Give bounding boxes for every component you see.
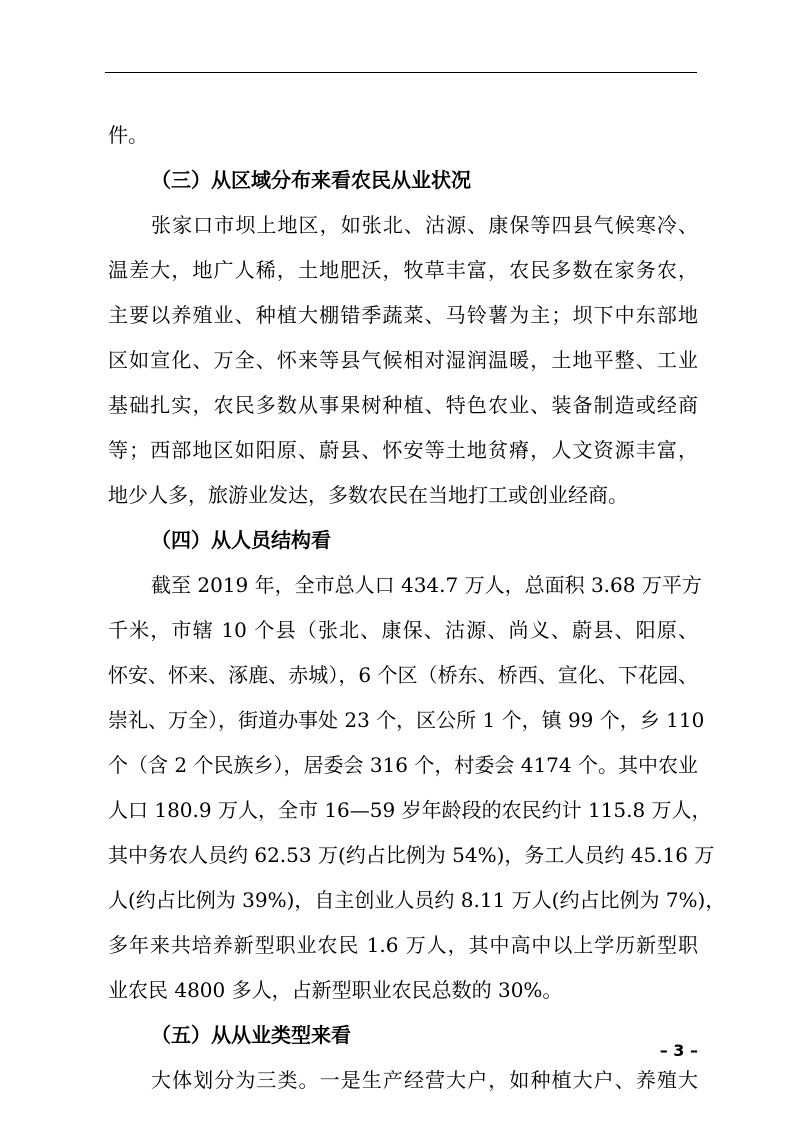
text-line: 截至 2019 年，全市总人口 434.7 万人，总面积 3.68 万平方 xyxy=(151,573,702,597)
text-line: 地少人多，旅游业发达，多数农民在当地打工或创业经商。 xyxy=(108,483,628,507)
text-line: 人口 180.9 万人，全市 16—59 岁年龄段的农民约计 115.8 万人， xyxy=(108,798,712,822)
text-line: 多年来共培养新型职业农民 1.6 万人，其中高中以上学历新型职 xyxy=(108,933,698,957)
text-line: 其中务农人员约 62.53 万(约占比例为 54%)，务工人员约 45.16 万 xyxy=(108,843,715,867)
text-line: 等；西部地区如阳原、蔚县、怀安等土地贫瘠，人文资源丰富， xyxy=(108,438,698,462)
text-line: 千米，市辖 10 个县（张北、康保、沽源、尚义、蔚县、阳原、 xyxy=(108,618,698,642)
text-line: 件。 xyxy=(108,123,148,147)
section-heading-5: （五）从从业类型来看 xyxy=(151,1023,351,1047)
section-heading-4: （四）从人员结构看 xyxy=(151,528,331,552)
text-line: 张家口市坝上地区，如张北、沽源、康保等四县气候寒冷、 xyxy=(151,213,698,237)
text-line: 怀安、怀来、涿鹿、赤城），6 个区（桥东、桥西、宣化、下花园、 xyxy=(108,663,698,687)
text-line: 温差大，地广人稀，土地肥沃，牧草丰富，农民多数在家务农， xyxy=(108,258,698,282)
text-line: 基础扎实，农民多数从事果树种植、特色农业、装备制造或经商 xyxy=(108,393,698,417)
header-rule xyxy=(105,72,697,73)
text-line: 个（含 2 个民族乡），居委会 316 个，村委会 4174 个。其中农业 xyxy=(108,753,698,777)
page-number: – 3 – xyxy=(659,1041,698,1060)
text-line: 业农民 4800 多人，占新型职业农民总数的 30%。 xyxy=(108,978,563,1002)
text-line: 区如宣化、万全、怀来等县气候相对湿润温暖，土地平整、工业 xyxy=(108,348,698,372)
text-line: 大体划分为三类。一是生产经营大户，如种植大户、养殖大 xyxy=(151,1068,698,1092)
section-heading-3: （三）从区域分布来看农民从业状况 xyxy=(151,168,471,192)
text-line: 人(约占比例为 39%)，自主创业人员约 8.11 万人(约占比例为 7%)， xyxy=(108,888,726,912)
text-line: 崇礼、万全），街道办事处 23 个，区公所 1 个，镇 99 个，乡 110 xyxy=(108,708,705,732)
text-line: 主要以养殖业、种植大棚错季蔬菜、马铃薯为主；坝下中东部地 xyxy=(108,303,698,327)
